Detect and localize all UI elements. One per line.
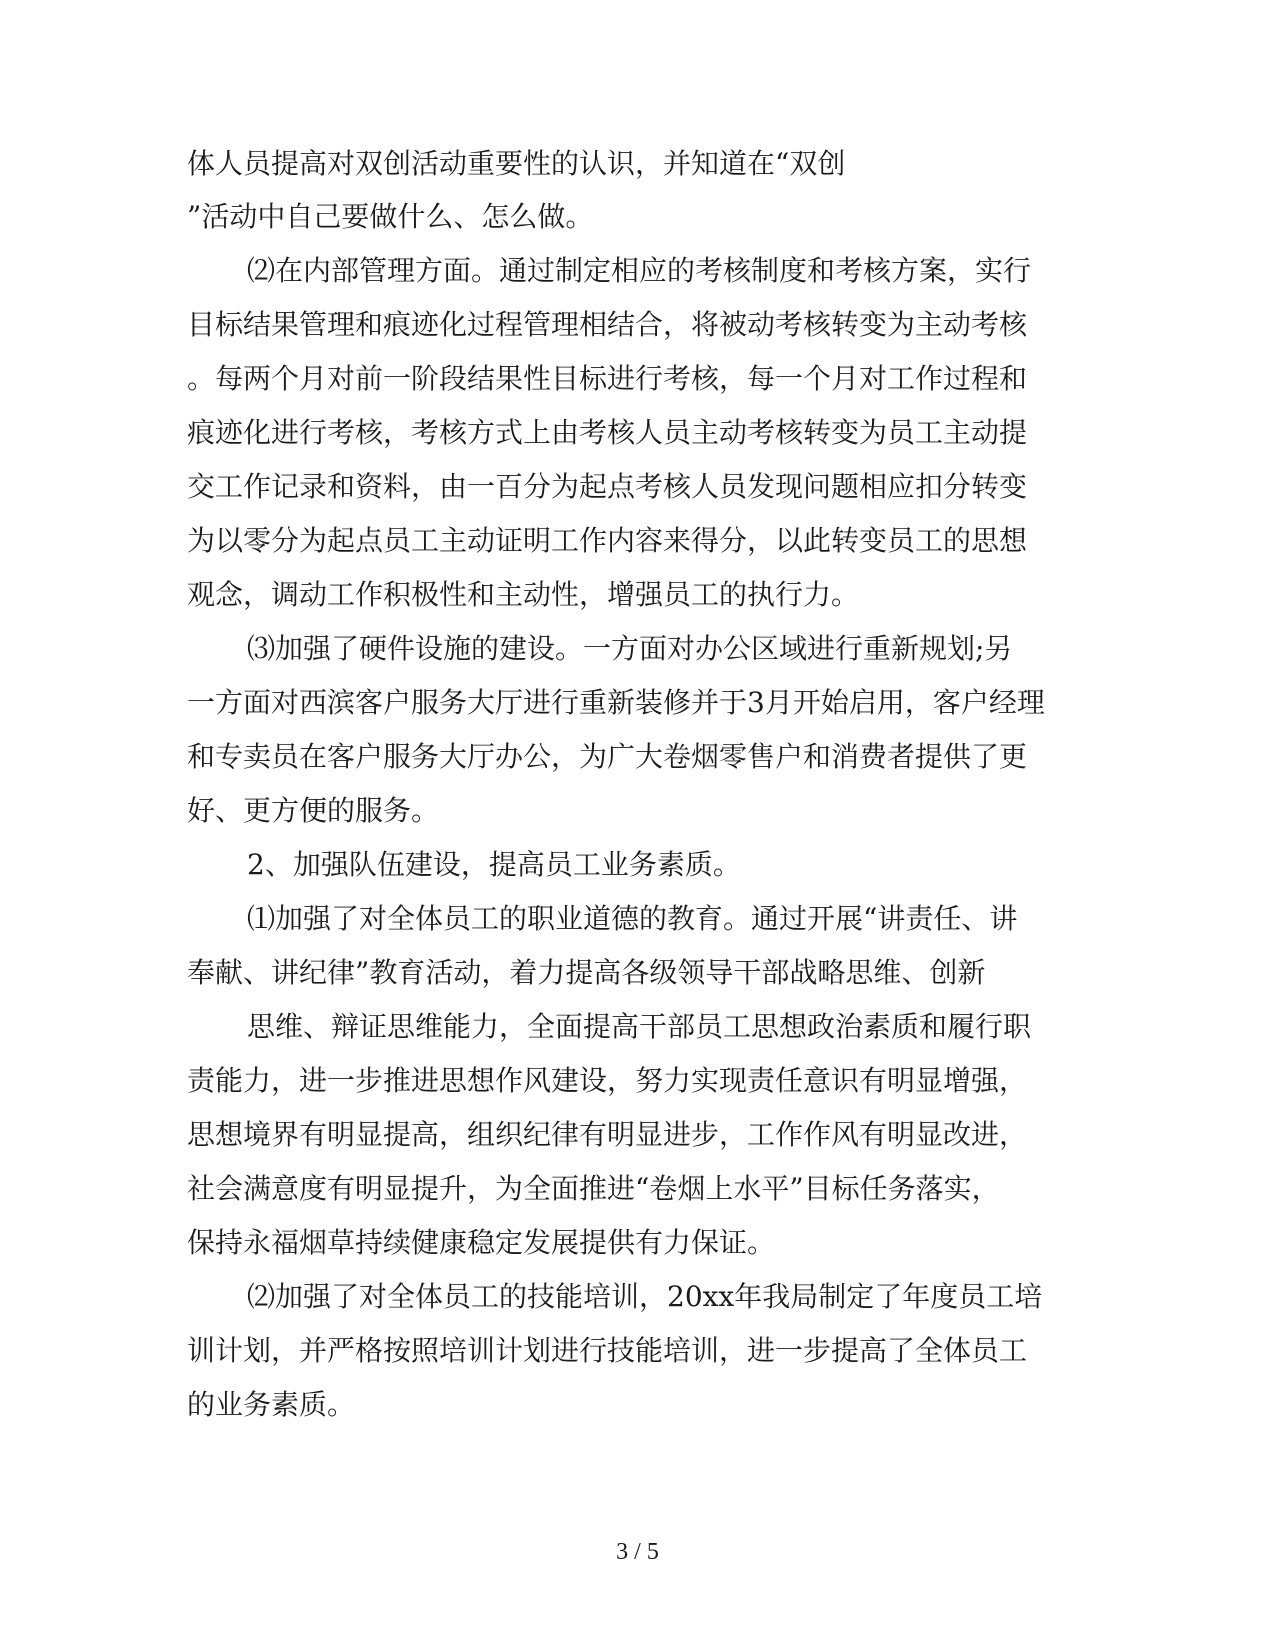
text-line: 思维、辩证思维能力，全面提高干部员工思想政治素质和履行职 [247,1010,1032,1043]
text-line: 一方面对西滨客户服务大厅进行重新装修并于3月开始启用，客户经理 [187,686,1045,719]
paragraph-start-line: ⑴加强了对全体员工的职业道德的教育。通过开展“讲责任、讲 [247,902,1018,935]
text-line: 训计划，并严格按照培训计划进行技能培训，进一步提高了全体员工 [187,1334,1028,1367]
text-line: 体人员提高对双创活动重要性的认识，并知道在“双创 [187,147,846,180]
text-line: 。每两个月对前一阶段结果性目标进行考核，每一个月对工作过程和 [187,362,1028,395]
text-line: 思想境界有明显提高，组织纪律有明显进步，工作作风有明显改进， [187,1118,1028,1151]
text-line: 为以零分为起点员工主动证明工作内容来得分，以此转变员工的思想 [187,524,1028,557]
text-line: 奉献、讲纪律”教育活动，着力提高各级领导干部战略思维、创新 [187,956,986,989]
page-number: 3 / 5 [616,1539,659,1565]
text-line: 痕迹化进行考核，考核方式上由考核人员主动考核转变为员工主动提 [187,416,1028,449]
text-line: ”活动中自己要做什么、怎么做。 [187,200,594,233]
text-line: 的业务素质。 [187,1388,356,1421]
text-line: 社会满意度有明显提升，为全面推进“卷烟上水平”目标任务落实， [187,1172,1000,1205]
text-line: 好、更方便的服务。 [187,794,440,827]
text-line: 保持永福烟草持续健康稳定发展提供有力保证。 [187,1226,776,1259]
text-line: 目标结果管理和痕迹化过程管理相结合，将被动考核转变为主动考核 [187,308,1028,341]
paragraph-start-line: ⑵加强了对全体员工的技能培训，20xx年我局制定了年度员工培 [247,1280,1043,1313]
text-line: 观念，调动工作积极性和主动性，增强员工的执行力。 [187,578,860,611]
text-line: 交工作记录和资料，由一百分为起点考核人员发现问题相应扣分转变 [187,470,1028,503]
text-line: 责能力，进一步推进思想作风建设，努力实现责任意识有明显增强， [187,1064,1028,1097]
section-heading: 2、加强队伍建设，提高员工业务素质。 [247,848,741,881]
text-line: 和专卖员在客户服务大厅办公，为广大卷烟零售户和消费者提供了更 [187,740,1028,773]
paragraph-start-line: ⑶加强了硬件设施的建设。一方面对办公区域进行重新规划;另 [247,632,1013,665]
paragraph-start-line: ⑵在内部管理方面。通过制定相应的考核制度和考核方案，实行 [247,254,1032,287]
